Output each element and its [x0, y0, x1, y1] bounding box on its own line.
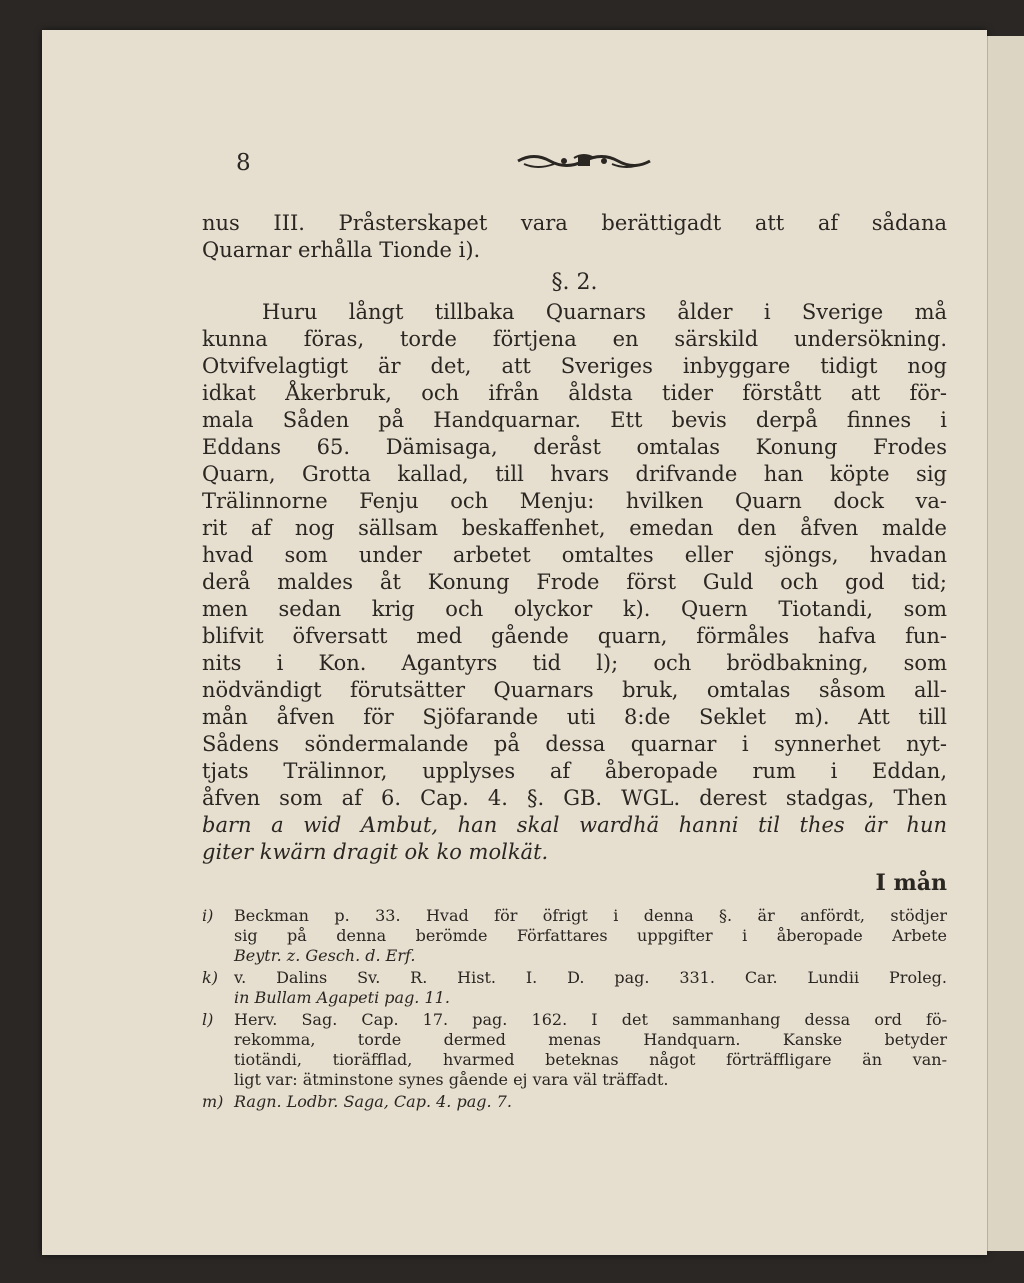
- footnote-m: [202, 1092, 947, 1112]
- text-line: giter kwärn dragit ok ko molkät.: [202, 840, 549, 864]
- footnote-label: k): [202, 968, 218, 987]
- main-paragraph: [202, 299, 947, 866]
- footnote-label: m): [202, 1092, 224, 1111]
- catchword: I mån: [875, 870, 947, 896]
- footnote-line: Beckman p. 33. Hvad för öfrigt i denna §. är anfördt, stödjer: [234, 906, 947, 925]
- book-page: [42, 30, 987, 1255]
- text-line: hvad som under arbetet omtaltes eller sjöngs, hvadan: [202, 543, 947, 567]
- page-header: [202, 140, 947, 210]
- text-line: Sådens söndermalande på dessa quarnar i synnerhet nyt-: [202, 732, 947, 756]
- text-line: rit af nog sällsam beskaffenhet, emedan den åfven malde: [202, 516, 947, 540]
- text-line: Huru långt tillbaka Quarnars ålder i Sverige må: [262, 300, 947, 324]
- text-line: mån åfven för Sjöfarande uti 8:de Seklet m). Att till: [202, 705, 947, 729]
- text-line: men sedan krig och olyckor k). Quern Tiotandi, som: [202, 597, 947, 621]
- opening-lines: [202, 210, 947, 264]
- text-line: Eddans 65. Dämisaga, deråst omtalas Konung Frodes: [202, 435, 947, 459]
- footnote-line: Ragn. Lodbr. Saga, Cap. 4. pag. 7.: [234, 1092, 512, 1111]
- text-line: åfven som af 6. Cap. 4. §. GB. WGL. derest stadgas, Then: [202, 786, 947, 810]
- footnote-line: sig på denna berömde Författares uppgifter i åberopade Arbete: [234, 926, 947, 945]
- text-line: Quarn, Grotta kallad, till hvars drifvande han köpte sig: [202, 462, 947, 486]
- text-line: barn a wid Ambut, han skal wardhä hanni til thes är hun: [202, 813, 947, 837]
- section-heading: §. 2.: [551, 270, 598, 295]
- footnote-line: tiotändi, tioräfflad, hvarmed beteknas något förträffligare än van-: [234, 1050, 947, 1069]
- footnote-line: v. Dalins Sv. R. Hist. I. D. pag. 331. Car. Lundii Proleg.: [234, 968, 947, 987]
- footnote-line: Herv. Sag. Cap. 17. pag. 162. I det sammanhang dessa ord fö-: [234, 1010, 947, 1029]
- footnote-line: in Bullam Agapeti pag. 11.: [234, 988, 450, 1007]
- text-line: nödvändigt förutsätter Quarnars bruk, omtalas såsom all-: [202, 678, 947, 702]
- page-number: 8: [236, 150, 251, 176]
- footnote-line: ligt var: ätminstone synes gående ej vara väl träffadt.: [234, 1070, 669, 1089]
- text-line: mala Såden på Handquarnar. Ett bevis derpå finnes i: [202, 408, 947, 432]
- footnote-label: l): [202, 1010, 214, 1029]
- text-line: Quarnar erhålla Tionde i).: [202, 238, 481, 262]
- text-line: Trälinnorne Fenju och Menju: hvilken Quarn dock va-: [202, 489, 947, 513]
- footnote-l: [202, 1010, 947, 1090]
- adjacent-page-edge: [987, 36, 1024, 1251]
- page-content: [202, 140, 947, 1114]
- text-line: idkat Åkerbruk, och ifrån åldsta tider förstått att för-: [202, 381, 947, 405]
- text-line: blifvit öfversatt med gående quarn, förmåles hafva fun-: [202, 624, 947, 648]
- text-line: kunna föras, torde förtjena en särskild undersökning.: [202, 327, 947, 351]
- footnote-line: rekomma, torde dermed menas Handquarn. Kanske betyder: [234, 1030, 947, 1049]
- footnote-k: [202, 968, 947, 1008]
- footnotes: [202, 906, 947, 1112]
- footnote-label: i): [202, 906, 214, 925]
- footnote-i: [202, 906, 947, 966]
- text-line: derå maldes åt Konung Frode först Guld och god tid;: [202, 570, 947, 594]
- header-ornament-icon: [514, 150, 654, 172]
- text-line: Otvifvelagtigt är det, att Sveriges inbyggare tidigt nog: [202, 354, 947, 378]
- text-line: tjats Trälinnor, upplyses af åberopade rum i Eddan,: [202, 759, 947, 783]
- footnote-line: Beytr. z. Gesch. d. Erf.: [234, 946, 416, 965]
- text-line: nits i Kon. Agantyrs tid l); och brödbakning, som: [202, 651, 947, 675]
- text-line: nus III. Pråsterskapet vara berättigadt att af sådana: [202, 211, 947, 235]
